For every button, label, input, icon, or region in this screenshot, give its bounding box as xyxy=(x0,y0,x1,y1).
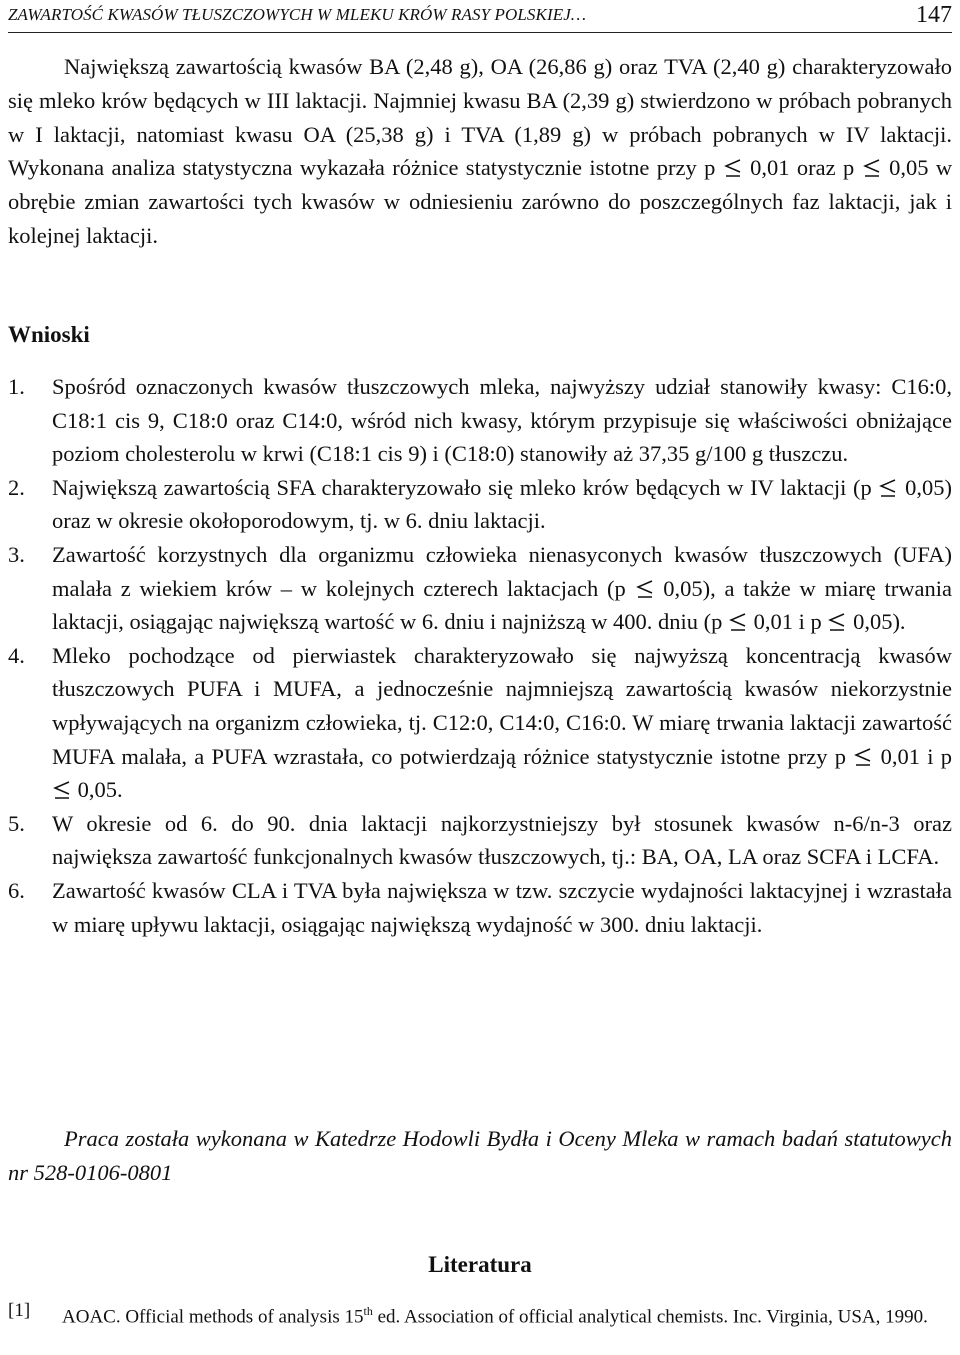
reference-text-a: AOAC. Official methods of analysis 15 xyxy=(62,1306,364,1328)
less-equal-icon xyxy=(635,579,655,599)
conclusion-item xyxy=(8,471,952,538)
less-equal-icon xyxy=(52,780,72,800)
less-equal-icon xyxy=(853,747,873,767)
item-text: 0,05). xyxy=(853,609,906,635)
intro-text-3: 0,05 w obrębie zmian zawartości tych kwasów w odniesieniu zarówno do poszczególnych faz laktacji, jak i kolejnej laktacji. xyxy=(8,155,953,248)
item-text: 0,05), a także w miarę trwania laktacji, osiągając największą wartość w 6. dniu i najniższą w 400. dniu (p xyxy=(52,575,953,635)
item-number: 3. xyxy=(8,541,25,567)
conclusions-list xyxy=(8,370,952,941)
item-text: Zawartość korzystnych dla organizmu człowieka nienasyconych kwasów tłuszczowych (UFA) malała z wiekiem krów – w kolejnych czterech laktacjach (p xyxy=(52,541,952,601)
item-number: 2. xyxy=(8,474,25,500)
item-text: W okresie od 6. do 90. dnia laktacji najkorzystniejszy był stosunek kwasów n-6/n-3 oraz największa zawartość funkcjonalnych kwasów tłuszczowych, tj.: BA, OA, LA oraz SCFA i LCFA. xyxy=(52,810,952,870)
reference-text xyxy=(62,1297,952,1331)
less-equal-icon xyxy=(878,478,898,498)
intro-paragraph-block xyxy=(8,50,952,253)
item-text: 0,01 i p xyxy=(753,609,822,635)
conclusion-item xyxy=(8,874,952,941)
reference-item xyxy=(8,1297,952,1331)
item-text: 0,05. xyxy=(77,777,123,803)
reference-number: [1] xyxy=(8,1300,31,1321)
intro-text-2: 0,01 oraz p xyxy=(750,155,855,181)
page-number: 147 xyxy=(916,2,952,28)
item-text: Mleko pochodzące od pierwiastek charakteryzowało się najwyższą koncentracją kwasów tłuszczowych PUFA i MUFA, a jednocześnie najmniejszą zawartością kwasów niekorzystnie wpływających na organizm człowieka, tj. C12:0, C14:0, C16:0. W miarę trwania laktacji zawartość MUFA malała, a PUFA wzrastała, co potwierdzają różnice statystycznie istotne przy p xyxy=(52,642,952,769)
reference-text-b: ed. Association of official analytical chemists. Inc. Virginia, USA, 1990. xyxy=(372,1306,928,1328)
item-text: Spośród oznaczonych kwasów tłuszczowych mleka, najwyższy udział stanowiły kwasy: C16:0, C18:1 cis 9, C18:0 oraz C14:0, wśród nich kwasy, którym przypisuje się właściwości obniżające poziom cholesterolu w krwi (C18:1 cis 9) i (C18:0) stanowiły aż 37,35 g/100 g tłuszczu. xyxy=(52,374,952,467)
less-equal-icon xyxy=(827,612,847,632)
item-number: 5. xyxy=(8,810,25,836)
item-number: 1. xyxy=(8,374,25,399)
item-number: 6. xyxy=(8,877,25,903)
item-number: 4. xyxy=(8,642,25,668)
less-equal-icon xyxy=(723,158,743,178)
less-equal-icon xyxy=(728,612,748,632)
item-text: Zawartość kwasów CLA i TVA była największa w tzw. szczycie wydajności laktacyjnej i wzrastała w miarę upływu laktacji, osiągając największą wydajność w 300. dniu laktacji. xyxy=(52,877,952,937)
intro-text-1: Największą zawartością kwasów BA (2,48 g), OA (26,86 g) oraz TVA (2,40 g) charakteryzowało się mleko krów będących w III laktacji. Najmniej kwasu BA (2,39 g) stwierdzono w próbach pobranych w I laktacji, natomiast kwasu OA (25,38 g) i TVA (1,89 g) w próbach pobranych w IV laktacji. Wykonana analiza statystyczna wykazała różnice statystycznie istotne przy p xyxy=(8,54,952,181)
reference-sup: th xyxy=(363,1304,373,1318)
conclusion-item xyxy=(8,538,952,639)
intro-paragraph xyxy=(8,50,952,253)
running-title: ZAWARTOŚĆ KWASÓW TŁUSZCZOWYCH W MLEKU KRÓW RASY POLSKIEJ… xyxy=(8,5,587,24)
conclusions-heading: Wnioski xyxy=(8,322,90,347)
item-text: 0,01 i p xyxy=(880,743,952,769)
conclusion-item xyxy=(8,370,952,471)
less-equal-icon xyxy=(862,158,882,178)
conclusion-item xyxy=(8,639,952,807)
item-text: Największą zawartością SFA charakteryzowało się mleko krów będących w IV laktacji (p xyxy=(52,474,872,500)
conclusion-item xyxy=(8,807,952,874)
literature-heading: Literatura xyxy=(428,1252,532,1277)
acknowledgement: Praca została wykonana w Katedrze Hodowli Bydła i Oceny Mleka w ramach badań statutowych nr 528-0106-0801 xyxy=(8,1126,952,1185)
item-text: 0,05) oraz w okresie okołoporodowym, tj. w 6. dniu laktacji. xyxy=(52,474,953,534)
running-header xyxy=(8,2,952,33)
